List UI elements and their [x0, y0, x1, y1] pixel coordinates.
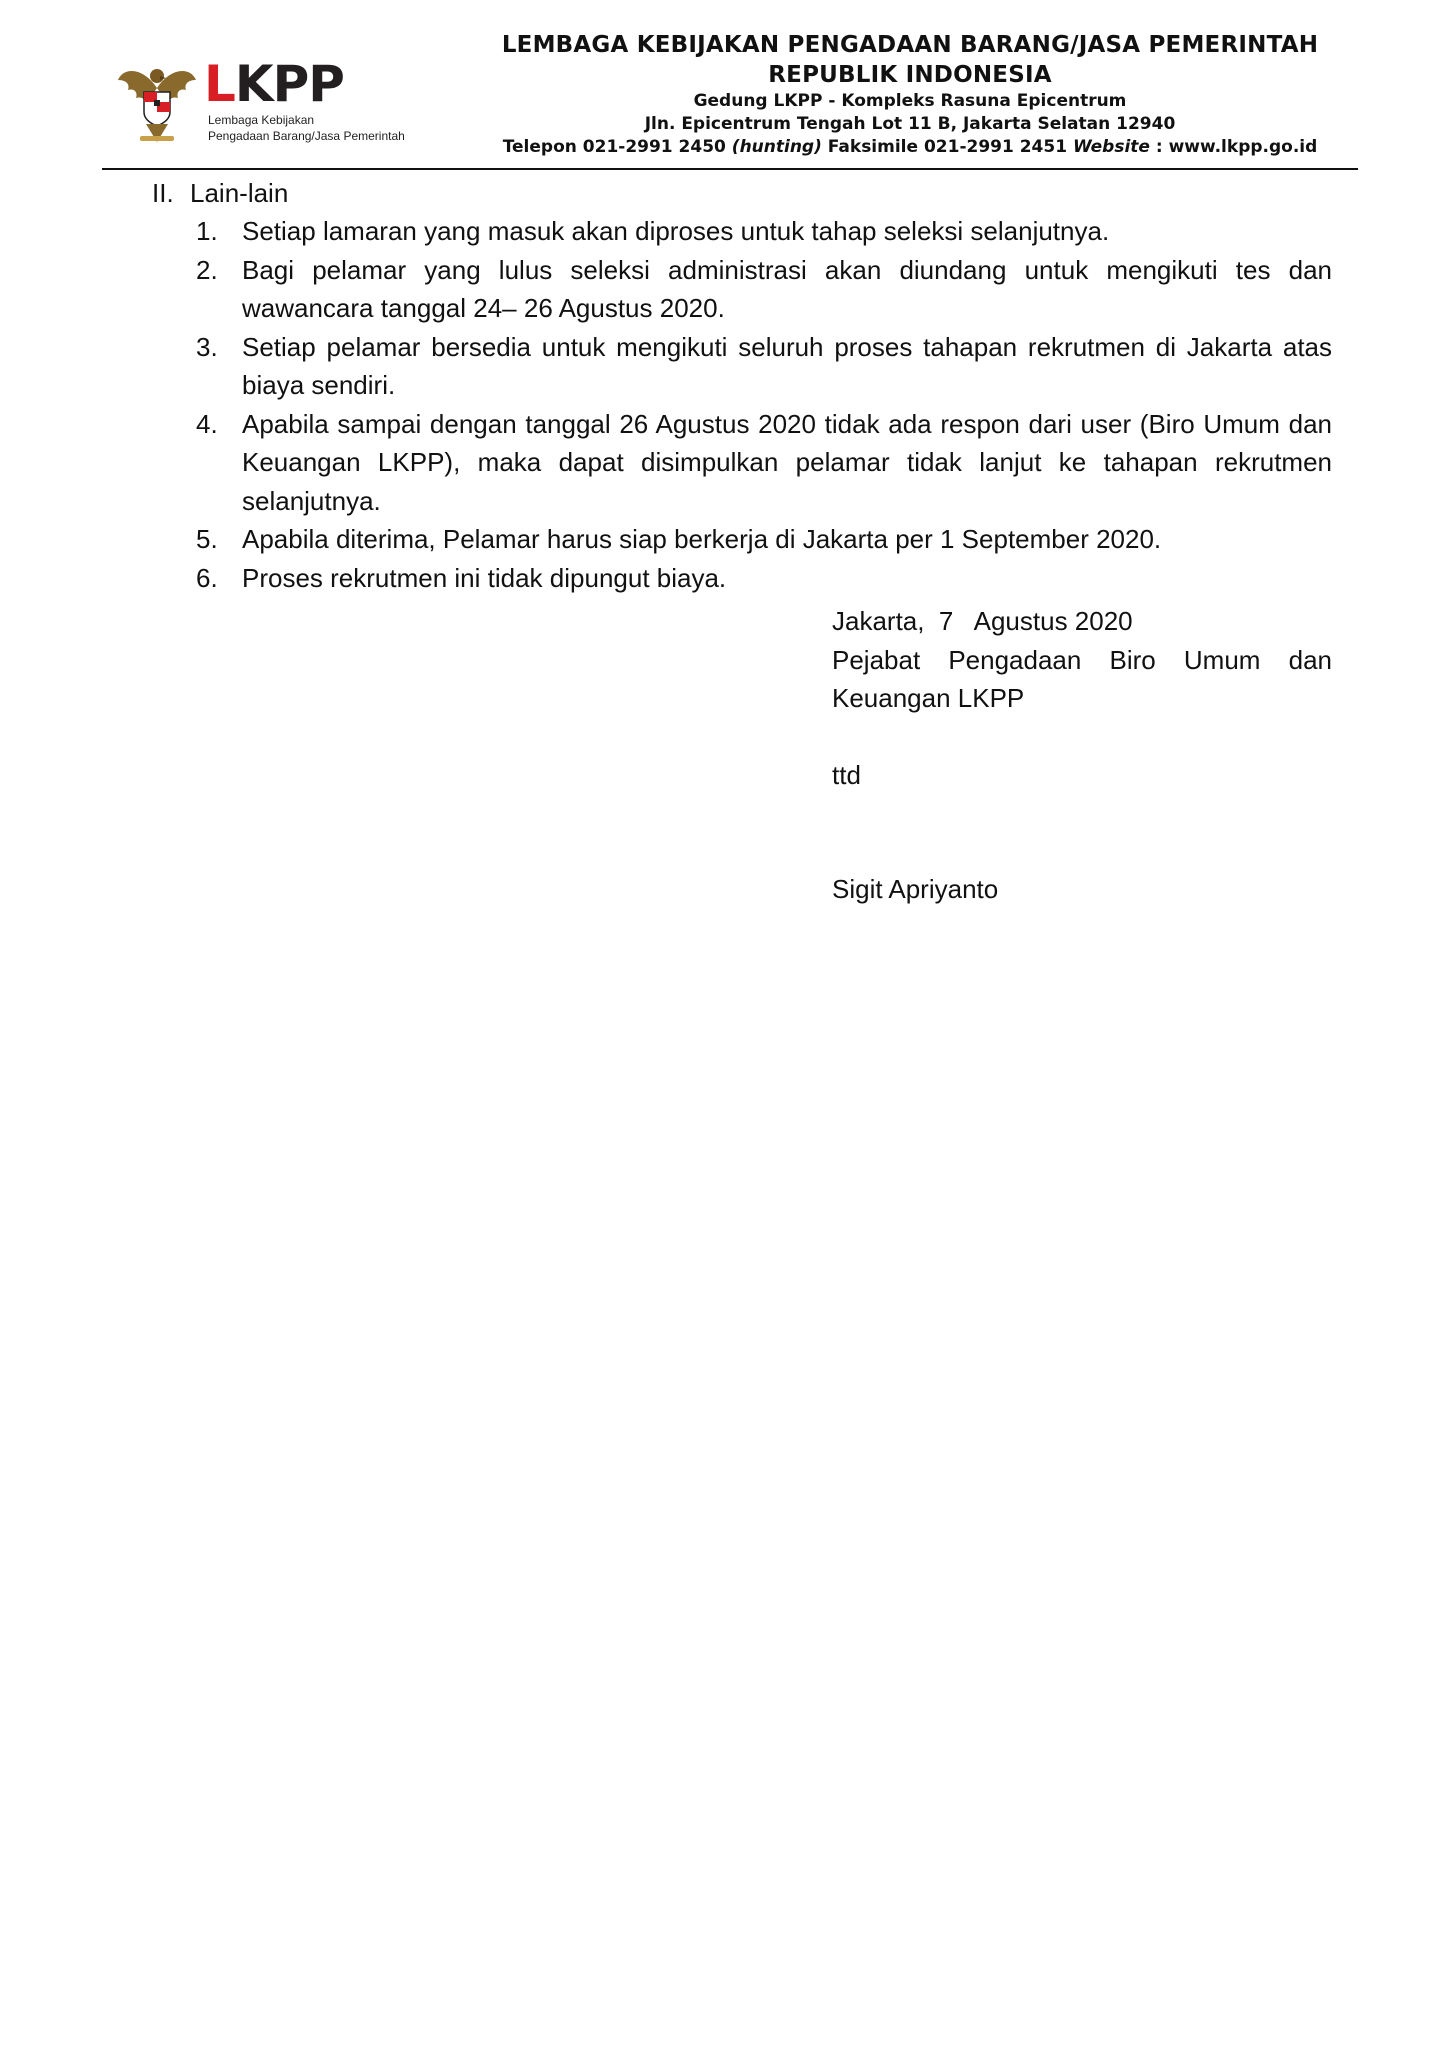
section-item-list [196, 212, 1332, 597]
list-item [196, 405, 1332, 521]
signature-block [832, 602, 1332, 909]
org-title-line-2: REPUBLIK INDONESIA [768, 62, 1052, 88]
list-item-text: Apabila sampai dengan tanggal 26 Agustus 2020 tidak ada respon dari user (Biro Umum dan Keuangan LKPP), maka dapat disimpulkan pelamar tidak lanjut ke tahapan rekrutmen selanjutnya. [242, 408, 1332, 516]
logo-subtitle [208, 112, 405, 144]
letterhead-divider [102, 168, 1358, 170]
org-title-line-1: LEMBAGA KEBIJAKAN PENGADAAN BARANG/JASA PEMERINTAH [501, 32, 1319, 58]
logo-subtitle-line-2: Pengadaan Barang/Jasa Pemerintah [208, 129, 405, 143]
list-item [196, 520, 1332, 559]
letterhead-text [470, 30, 1350, 159]
list-item-number: 5. [196, 524, 218, 554]
wordmark-red: L [204, 55, 235, 113]
list-item [196, 251, 1332, 328]
address-line-1: Gedung LKPP - Kompleks Rasuna Epicentrum [693, 91, 1127, 111]
garuda-emblem-icon [116, 58, 198, 146]
list-item-text: Proses rekrutmen ini tidak dipungut biaya. [242, 562, 727, 593]
lkpp-wordmark [204, 56, 344, 112]
signature-position-line-2: Keuangan LKPP [832, 683, 1025, 713]
list-item [196, 212, 1332, 251]
section-heading [152, 174, 288, 213]
list-item-text: Setiap lamaran yang masuk akan diproses untuk tahap seleksi selanjutnya. [242, 216, 1110, 246]
list-item-text: Apabila diterima, Pelamar harus siap berkerja di Jakarta per 1 September 2020. [242, 524, 1162, 554]
list-item-text: Setiap pelamar bersedia untuk mengikuti seluruh proses tahapan rekrutmen di Jakarta atas biaya sendiri. [242, 331, 1332, 400]
address-line-2: Jln. Epicentrum Tengah Lot 11 B, Jakarta Selatan 12940 [644, 114, 1176, 134]
list-item-number: 4. [196, 408, 218, 439]
signature-position-line-1: Pejabat Pengadaan Biro Umum dan [832, 644, 1332, 675]
contact-hunting: (hunting) [731, 137, 822, 157]
logo-subtitle-line-1: Lembaga Kebijakan [208, 113, 315, 127]
list-item-text: Bagi pelamar yang lulus seleksi administrasi akan diundang untuk mengikuti tes dan wawancara tanggal 24– 26 Agustus 2020. [242, 254, 1332, 323]
list-item-number: 1. [196, 216, 218, 246]
signature-spacer [832, 794, 1332, 870]
contact-fax: Faksimile 021-2991 2451 [827, 137, 1068, 157]
signature-ttd: ttd [832, 759, 861, 790]
contact-line [470, 136, 1350, 159]
section-title: Lain-lain [190, 178, 289, 208]
list-item [196, 328, 1332, 405]
contact-website-label: Website [1072, 137, 1150, 157]
contact-website: : www.lkpp.go.id [1155, 137, 1318, 157]
lkpp-logo [116, 54, 456, 154]
section-number: II. [152, 178, 174, 208]
contact-phone: Telepon 021-2991 2450 [502, 137, 726, 157]
list-item-number: 3. [196, 331, 218, 362]
signature-place-date: Jakarta, 7 Agustus 2020 [832, 606, 1133, 636]
list-item [196, 559, 1332, 598]
signature-name: Sigit Apriyanto [832, 874, 999, 904]
wordmark-dark: KPP [234, 55, 344, 113]
list-item-number: 6. [196, 562, 218, 593]
list-item-number: 2. [196, 254, 218, 285]
signature-spacer [832, 718, 1332, 756]
